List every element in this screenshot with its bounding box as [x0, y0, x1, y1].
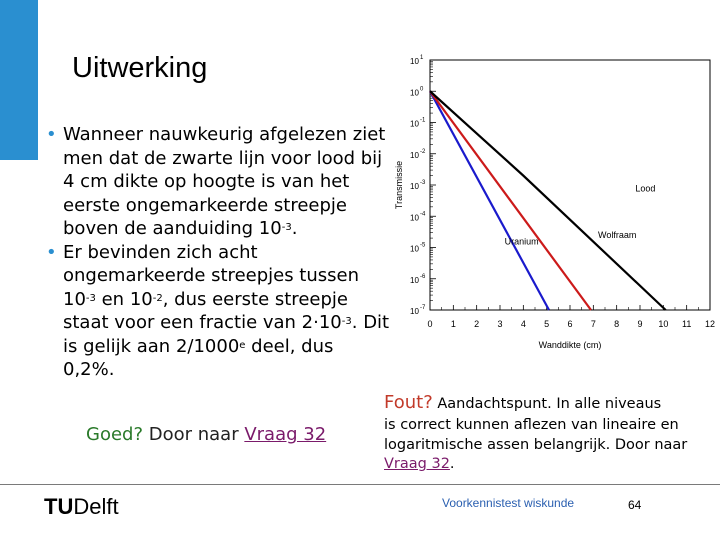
page-number: 64 [628, 498, 642, 512]
x-tick-label: 0 [427, 319, 433, 329]
x-tick-label: 5 [544, 319, 550, 329]
y-tick-label: 10 [410, 119, 419, 129]
y-tick-label: 10 [410, 57, 419, 66]
y-tick-exponent: -5 [420, 242, 426, 249]
bullet-icon: • [46, 124, 57, 145]
bullet-list [40, 123, 390, 382]
x-tick-label: 2 [474, 319, 480, 329]
y-tick-exponent: -6 [420, 273, 426, 280]
x-tick-label: 10 [658, 319, 669, 329]
bullet2-text-c: , dus eerste streepje staat voor een fractie van 2·10 [63, 288, 348, 333]
fout-body-end: . [449, 456, 455, 472]
bullet-item-1 [40, 123, 390, 241]
x-tick-label: 9 [637, 319, 643, 329]
fout-body [384, 416, 704, 475]
transmission-chart [386, 50, 716, 360]
bullet2-exp-b: -2 [152, 292, 163, 304]
fout-heading [384, 392, 661, 413]
x-tick-label: 3 [497, 319, 503, 329]
x-tick-label: 11 [681, 319, 692, 329]
goed-text: Door naar [143, 424, 245, 445]
y-tick-label: 10 [410, 244, 419, 254]
y-tick-exponent: -2 [420, 148, 426, 155]
bullet2-text-b: en 10 [95, 288, 153, 310]
x-tick-label: 8 [614, 319, 620, 329]
y-tick-exponent: -1 [420, 117, 426, 124]
left-accent-bar [0, 0, 38, 160]
y-tick-exponent: -7 [420, 305, 426, 311]
y-axis-label: Transmissie [394, 160, 404, 210]
fout-label: Fout? [384, 392, 433, 413]
y-tick-label: 10 [410, 88, 419, 98]
y-tick-label: 10 [410, 213, 419, 223]
bullet2-exp-c: -3 [341, 316, 352, 327]
bullet-icon: • [46, 241, 57, 263]
y-tick-exponent: 1 [420, 55, 424, 61]
tudelft-logo [44, 494, 119, 520]
fout-vraag-link[interactable]: Vraag 32 [384, 456, 450, 472]
y-tick-label: 10 [410, 182, 419, 191]
series-line-wolfraam [430, 91, 591, 310]
bullet2-text-d: . Dit is gelijk aan 2/1000 [63, 312, 390, 357]
logo-tu: TU [44, 494, 74, 519]
series-line-uranium [430, 91, 549, 310]
bullet2-text-a: Er bevinden zich acht ongemarkeerde streepjes tussen 10 [63, 241, 360, 310]
footer-course-title: Voorkennistest wiskunde [442, 496, 575, 510]
series-label-uranium: Uranium [504, 236, 539, 247]
series-label-wolfraam: Wolfraam [598, 230, 637, 241]
y-tick-label: 10 [410, 307, 419, 316]
bullet1-text: Wanneer nauwkeurig afgelezen ziet men dat de zwarte lijn voor lood bij 4 cm dikte op hoogte is van het eerste ongemarkeerde streepje boven de aanduiding 10 [63, 124, 386, 239]
x-axis-label: Wanddikte (cm) [538, 340, 602, 350]
slide-title: Uitwerking [72, 52, 208, 84]
bullet-item-2 [40, 241, 390, 382]
series-line-lood [430, 91, 666, 310]
x-tick-label: 6 [567, 319, 573, 329]
bullet2-exp-d: e [239, 339, 246, 351]
x-tick-label: 12 [704, 319, 716, 329]
y-tick-exponent: 0 [420, 86, 424, 93]
bullet1-end: . [291, 218, 298, 239]
x-tick-label: 7 [590, 319, 596, 329]
y-tick-exponent: -4 [420, 211, 426, 218]
bullet2-exp-a: -3 [85, 292, 96, 304]
y-tick-label: 10 [410, 150, 419, 160]
x-tick-label: 4 [520, 319, 526, 329]
y-tick-label: 10 [410, 275, 419, 285]
bullet1-exponent: -3 [281, 222, 292, 233]
series-label-lood: Lood [635, 183, 656, 194]
logo-delft: Delft [73, 494, 119, 519]
y-tick-exponent: -3 [420, 180, 426, 186]
goed-section [86, 424, 326, 445]
fout-title-rest: Aandachtspunt. In alle niveaus [432, 396, 662, 412]
x-tick-label: 1 [450, 319, 456, 329]
goed-label: Goed? [86, 424, 144, 445]
bullet2-text-e: deel, dus 0,2%. [63, 335, 334, 380]
fout-body-text: is correct kunnen aflezen van lineaire en logaritmische assen belangrijk. Door naar [384, 417, 688, 453]
plot-frame [430, 60, 710, 310]
goed-vraag-link[interactable]: Vraag 32 [244, 424, 327, 445]
footer-divider [0, 484, 720, 485]
